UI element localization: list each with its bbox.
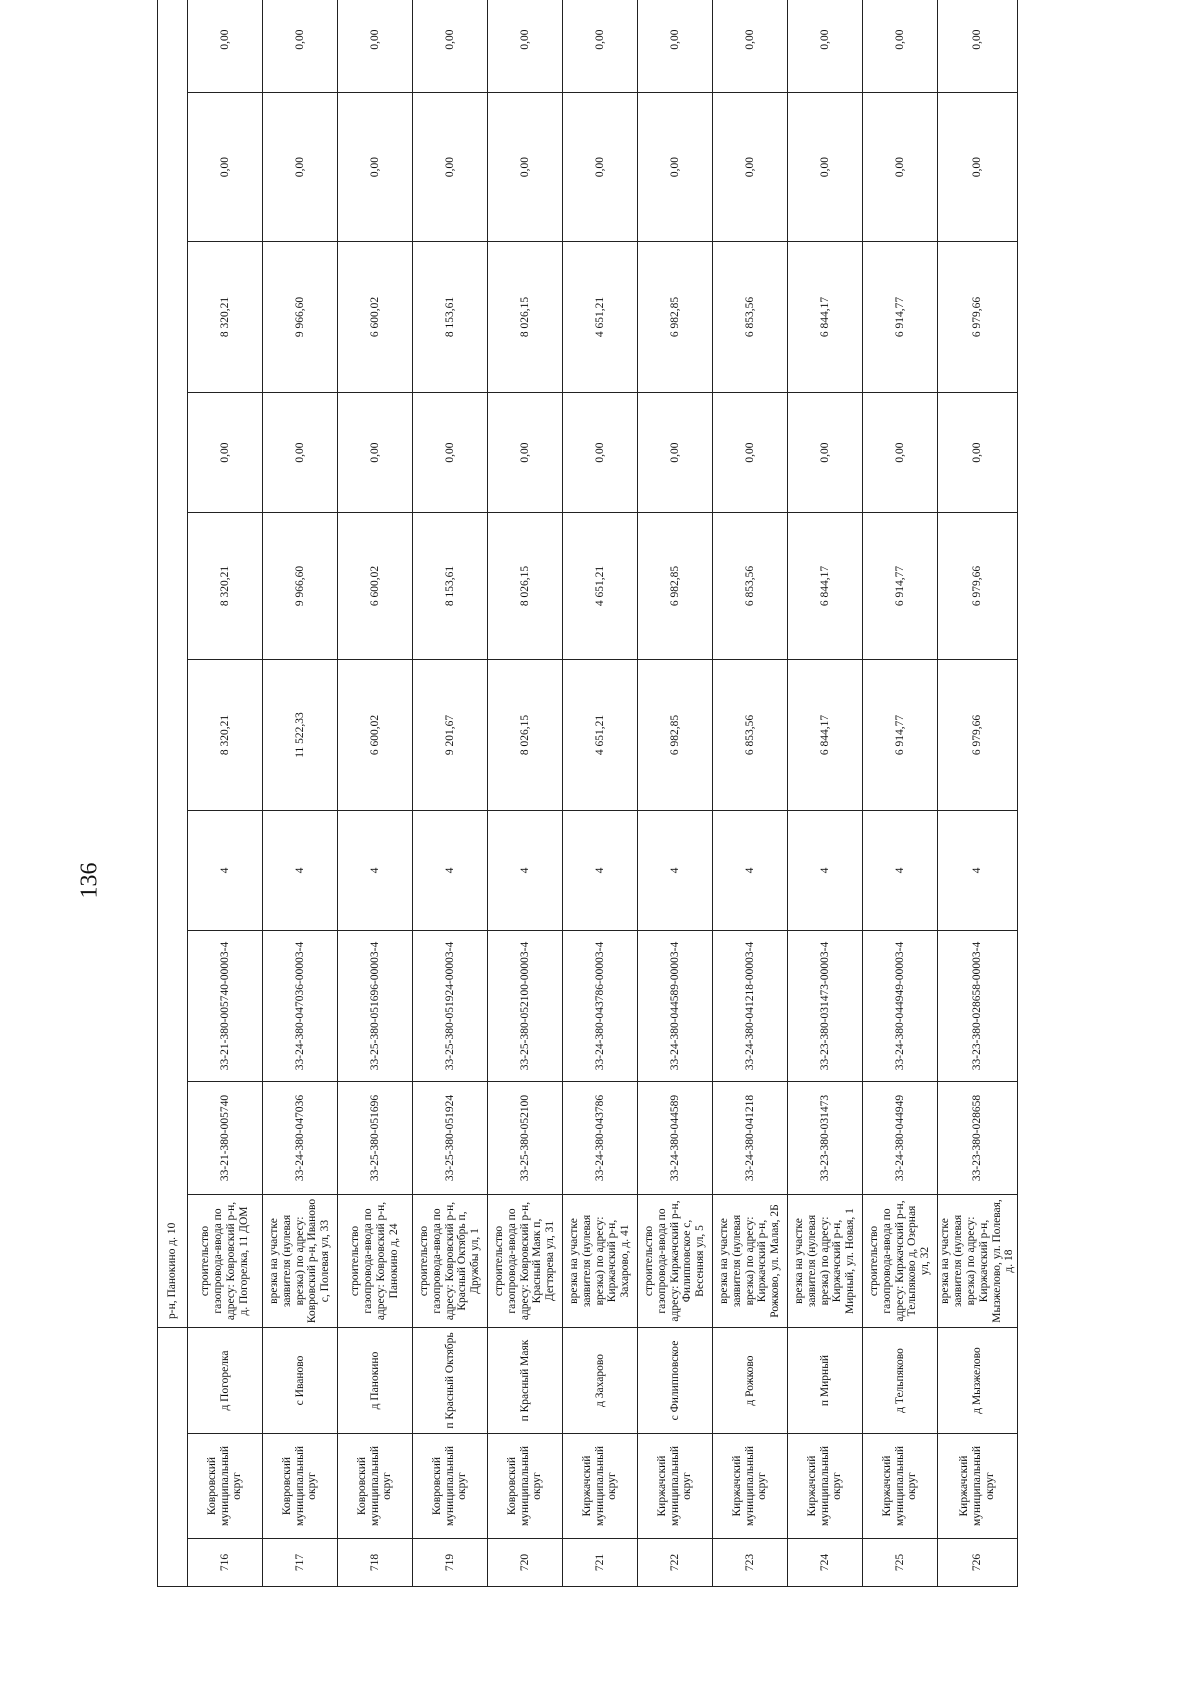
value-4-cell: 6 979,66: [938, 242, 1018, 393]
object-code-cell: 33-24-380-043786: [563, 1082, 638, 1195]
value-2-cell: 9 966,60: [263, 513, 338, 660]
value-5-cell: 0,00: [338, 93, 413, 242]
object-code-cell: 33-24-380-044589: [638, 1082, 713, 1195]
district-cell: Киржачский муниципальный округ: [863, 1434, 938, 1539]
table-row: [713, 0, 788, 1587]
application-code-cell: 33-23-380-031473-00003-4: [788, 931, 863, 1082]
value-1-cell: 8 026,15: [488, 660, 563, 811]
description-cell: врезка на участке заявителя (нулевая врезка) по адресу: Киржачский р-н, Мирный, ул. Новая, 1: [788, 1195, 863, 1328]
value-6-cell: 0,00: [413, 0, 488, 93]
object-code-cell: 33-24-380-044949: [863, 1082, 938, 1195]
application-code-cell: 33-21-380-005740-00003-4: [188, 931, 263, 1082]
locality-cell: п Красный Маяк: [488, 1328, 563, 1434]
table-row: [413, 0, 488, 1587]
application-code-cell: 33-25-380-051924-00003-4: [413, 931, 488, 1082]
value-2-cell: 8 153,61: [413, 513, 488, 660]
row-number-cell: 717: [263, 1539, 338, 1587]
value-1-cell: 6 844,17: [788, 660, 863, 811]
register-table: [157, 0, 1018, 1587]
application-code-cell: 33-24-380-043786-00003-4: [563, 931, 638, 1082]
continuation-empty-cell: [158, 811, 188, 931]
value-5-cell: 0,00: [863, 93, 938, 242]
continuation-empty-cell: [158, 1539, 188, 1587]
district-cell: Киржачский муниципальный округ: [638, 1434, 713, 1539]
row-number-cell: 721: [563, 1539, 638, 1587]
locality-cell: п Мирный: [788, 1328, 863, 1434]
continuation-empty-cell: [158, 1082, 188, 1195]
value-6-cell: 0,00: [713, 0, 788, 93]
continuation-empty-cell: [158, 0, 188, 93]
value-6-cell: 0,00: [938, 0, 1018, 93]
locality-cell: д Панокино: [338, 1328, 413, 1434]
value-1-cell: 9 201,67: [413, 660, 488, 811]
locality-cell: п Красный Октябрь: [413, 1328, 488, 1434]
application-code-cell: 33-23-380-028658-00003-4: [938, 931, 1018, 1082]
district-cell: Киржачский муниципальный округ: [713, 1434, 788, 1539]
object-code-cell: 33-24-380-047036: [263, 1082, 338, 1195]
value-1-cell: 11 522,33: [263, 660, 338, 811]
district-cell: Ковровский муниципальный округ: [188, 1434, 263, 1539]
value-1-cell: 6 914,77: [863, 660, 938, 811]
value-3-cell: 0,00: [863, 393, 938, 513]
value-3-cell: 0,00: [713, 393, 788, 513]
description-cell: строительство газопровода-ввода по адресу: Ковровский р-н, д. Погорелка, 11 ДОМ: [188, 1195, 263, 1328]
category-cell: 4: [338, 811, 413, 931]
value-4-cell: 8 026,15: [488, 242, 563, 393]
value-1-cell: 6 979,66: [938, 660, 1018, 811]
rotated-table-container: [157, 29, 1110, 1587]
object-code-cell: 33-25-380-051924: [413, 1082, 488, 1195]
table-row: [263, 0, 338, 1587]
value-2-cell: 6 600,02: [338, 513, 413, 660]
table-row: [563, 0, 638, 1587]
value-5-cell: 0,00: [938, 93, 1018, 242]
value-6-cell: 0,00: [638, 0, 713, 93]
application-code-cell: 33-24-380-044949-00003-4: [863, 931, 938, 1082]
category-cell: 4: [188, 811, 263, 931]
value-5-cell: 0,00: [713, 93, 788, 242]
table-row: [863, 0, 938, 1587]
value-4-cell: 6 600,02: [338, 242, 413, 393]
district-cell: Киржачский муниципальный округ: [788, 1434, 863, 1539]
value-3-cell: 0,00: [188, 393, 263, 513]
value-5-cell: 0,00: [788, 93, 863, 242]
table-row: [638, 0, 713, 1587]
locality-cell: д Рожково: [713, 1328, 788, 1434]
application-code-cell: 33-24-380-041218-00003-4: [713, 931, 788, 1082]
table-row: [788, 0, 863, 1587]
continuation-empty-cell: [158, 1328, 188, 1434]
table-row: [488, 0, 563, 1587]
district-cell: Ковровский муниципальный округ: [488, 1434, 563, 1539]
row-number-cell: 716: [188, 1539, 263, 1587]
category-cell: 4: [713, 811, 788, 931]
value-1-cell: 6 853,56: [713, 660, 788, 811]
object-code-cell: 33-25-380-051696: [338, 1082, 413, 1195]
row-number-cell: 722: [638, 1539, 713, 1587]
object-code-cell: 33-23-380-028658: [938, 1082, 1018, 1195]
description-cell: строительство газопровода-ввода по адресу: Ковровский р-н, Красный Октябрь п, Дружбы ул, 1: [413, 1195, 488, 1328]
description-cell: врезка на участке заявителя (нулевая врезка) по адресу: Киржачский р-н, Рожково, ул. Малая, 2Б: [713, 1195, 788, 1328]
category-cell: 4: [788, 811, 863, 931]
value-4-cell: 4 651,21: [563, 242, 638, 393]
row-number-cell: 720: [488, 1539, 563, 1587]
category-cell: 4: [938, 811, 1018, 931]
row-number-cell: 723: [713, 1539, 788, 1587]
continuation-empty-cell: [158, 93, 188, 242]
value-1-cell: 8 320,21: [188, 660, 263, 811]
description-cell: строительство газопровода-ввода по адресу: Ковровский р-н, Красный Маяк п, Дегтярева ул, 31: [488, 1195, 563, 1328]
continuation-empty-cell: [158, 660, 188, 811]
continuation-empty-cell: [158, 242, 188, 393]
district-cell: Киржачский муниципальный округ: [563, 1434, 638, 1539]
value-2-cell: 4 651,21: [563, 513, 638, 660]
category-cell: 4: [638, 811, 713, 931]
category-cell: 4: [488, 811, 563, 931]
value-6-cell: 0,00: [188, 0, 263, 93]
value-5-cell: 0,00: [188, 93, 263, 242]
row-number-cell: 718: [338, 1539, 413, 1587]
value-3-cell: 0,00: [638, 393, 713, 513]
district-cell: Ковровский муниципальный округ: [413, 1434, 488, 1539]
value-5-cell: 0,00: [413, 93, 488, 242]
application-code-cell: 33-24-380-047036-00003-4: [263, 931, 338, 1082]
application-code-cell: 33-25-380-052100-00003-4: [488, 931, 563, 1082]
row-number-cell: 719: [413, 1539, 488, 1587]
district-cell: Киржачский муниципальный округ: [938, 1434, 1018, 1539]
value-2-cell: 6 982,85: [638, 513, 713, 660]
value-3-cell: 0,00: [488, 393, 563, 513]
row-number-cell: 725: [863, 1539, 938, 1587]
application-code-cell: 33-24-380-044589-00003-4: [638, 931, 713, 1082]
description-cell: строительство газопровода-ввода по адресу: Киржачский р-н, Тельпяково д, Озерная ул, 32: [863, 1195, 938, 1328]
continuation-row: [158, 0, 188, 1587]
value-5-cell: 0,00: [263, 93, 338, 242]
value-2-cell: 8 320,21: [188, 513, 263, 660]
value-2-cell: 6 914,77: [863, 513, 938, 660]
value-4-cell: 8 153,61: [413, 242, 488, 393]
continuation-text: р-н, Панокино д. 10: [158, 1195, 188, 1328]
value-3-cell: 0,00: [788, 393, 863, 513]
category-cell: 4: [263, 811, 338, 931]
description-cell: врезка на участке заявителя (нулевая врезка) по адресу: Ковровский р-н, Иваново с, Полевая ул, 33: [263, 1195, 338, 1328]
value-4-cell: 6 844,17: [788, 242, 863, 393]
page-number-text: 136: [76, 862, 103, 898]
object-code-cell: 33-21-380-005740: [188, 1082, 263, 1195]
row-number-cell: 726: [938, 1539, 1018, 1587]
row-number-cell: 724: [788, 1539, 863, 1587]
value-6-cell: 0,00: [488, 0, 563, 93]
locality-cell: д Тельпяково: [863, 1328, 938, 1434]
value-1-cell: 4 651,21: [563, 660, 638, 811]
continuation-empty-cell: [158, 1434, 188, 1539]
value-3-cell: 0,00: [938, 393, 1018, 513]
value-4-cell: 8 320,21: [188, 242, 263, 393]
continuation-empty-cell: [158, 931, 188, 1082]
value-3-cell: 0,00: [338, 393, 413, 513]
district-cell: Ковровский муниципальный округ: [263, 1434, 338, 1539]
description-cell: строительство газопровода-ввода по адресу: Ковровский р-н, Панокино д, 24: [338, 1195, 413, 1328]
value-5-cell: 0,00: [488, 93, 563, 242]
value-1-cell: 6 600,02: [338, 660, 413, 811]
category-cell: 4: [863, 811, 938, 931]
value-5-cell: 0,00: [638, 93, 713, 242]
value-6-cell: 0,00: [788, 0, 863, 93]
value-3-cell: 0,00: [413, 393, 488, 513]
application-code-cell: 33-25-380-051696-00003-4: [338, 931, 413, 1082]
value-3-cell: 0,00: [563, 393, 638, 513]
value-3-cell: 0,00: [263, 393, 338, 513]
table-row: [938, 0, 1018, 1587]
value-2-cell: 8 026,15: [488, 513, 563, 660]
table-row: [188, 0, 263, 1587]
value-4-cell: 6 982,85: [638, 242, 713, 393]
value-6-cell: 0,00: [563, 0, 638, 93]
value-2-cell: 6 979,66: [938, 513, 1018, 660]
value-6-cell: 0,00: [263, 0, 338, 93]
value-4-cell: 9 966,60: [263, 242, 338, 393]
value-2-cell: 6 844,17: [788, 513, 863, 660]
value-6-cell: 0,00: [863, 0, 938, 93]
object-code-cell: 33-23-380-031473: [788, 1082, 863, 1195]
description-cell: строительство газопровода-ввода по адресу: Киржачский р-н, Филипповское с, Весенняя ул, 5: [638, 1195, 713, 1328]
object-code-cell: 33-25-380-052100: [488, 1082, 563, 1195]
continuation-empty-cell: [158, 513, 188, 660]
table-row: [338, 0, 413, 1587]
locality-cell: с Филипповское: [638, 1328, 713, 1434]
value-4-cell: 6 914,77: [863, 242, 938, 393]
district-cell: Ковровский муниципальный округ: [338, 1434, 413, 1539]
locality-cell: с Иваново: [263, 1328, 338, 1434]
continuation-empty-cell: [158, 393, 188, 513]
value-4-cell: 6 853,56: [713, 242, 788, 393]
value-1-cell: 6 982,85: [638, 660, 713, 811]
description-cell: врезка на участке заявителя (нулевая врезка) по адресу: Киржачский р-н, Захарово, д. 41: [563, 1195, 638, 1328]
locality-cell: д Погорелка: [188, 1328, 263, 1434]
page-number: [70, 850, 110, 910]
locality-cell: д Мызжелово: [938, 1328, 1018, 1434]
category-cell: 4: [563, 811, 638, 931]
description-cell: врезка на участке заявителя (нулевая врезка) по адресу: Киржачский р-н, Мызжелово, ул. Полевая, д. 18: [938, 1195, 1018, 1328]
value-2-cell: 6 853,56: [713, 513, 788, 660]
value-5-cell: 0,00: [563, 93, 638, 242]
value-6-cell: 0,00: [338, 0, 413, 93]
object-code-cell: 33-24-380-041218: [713, 1082, 788, 1195]
category-cell: 4: [413, 811, 488, 931]
locality-cell: д Захарово: [563, 1328, 638, 1434]
